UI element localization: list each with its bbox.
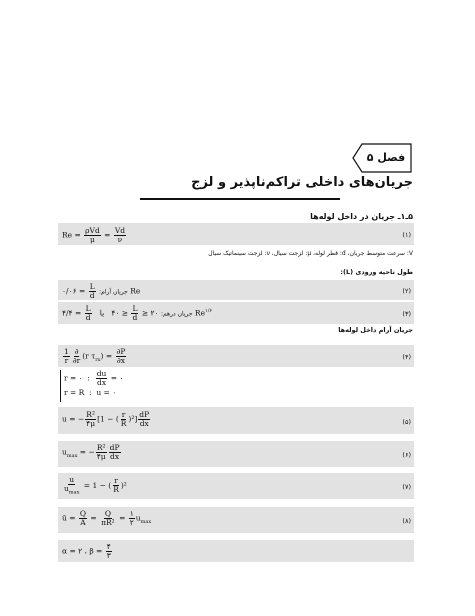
equation-number-8: (۸) xyxy=(402,517,411,525)
equation-9: α = ۲ ، β = $\frac{۴}{۳}$ xyxy=(62,542,111,560)
variable-note: V: سرعت متوسط جریان، d: قطر لوله، μ: لزجت سیال، ν: لزجت سینماتیک سیال xyxy=(208,250,413,257)
equation-6: $u_{max}$ = − $\frac{\text{R²}}{۴\mu}$ $\frac{dP}{dx}$ xyxy=(62,443,120,461)
equation-8: ū = $\frac{Q}{A}$ = $\frac{Q}{\text{πR²}}$ = $\frac{۱}{۲}$ $u_{max}$ xyxy=(62,509,152,527)
equation-1: Re = $\frac{\text{ρVd}}{\mu}$ = $\frac{Vd}{\nu}$ xyxy=(62,226,126,244)
chapter-label: فصل ۵ xyxy=(366,151,406,164)
equation-5: u = − $\frac{\text{R²}}{۴\mu}$ [1 − ( $\frac{r}{R}$ )²] $\frac{dP}{dx}$ xyxy=(62,410,150,428)
equation-3: جریان درهم: ۲۰ ≤ $\frac{L}{d}$ ≤ ۴۰ یا $\frac{L}{d}$ = ۴/۴ $Re^{۱/۶}$ xyxy=(62,304,213,322)
equation-number-4: (۴) xyxy=(402,353,411,361)
entrance-length-title: طول ناحیه ورودی (L): xyxy=(340,268,413,276)
equation-number-3: (۳) xyxy=(402,310,411,318)
equation-number-2: (۲) xyxy=(402,287,411,295)
equation-number-1: (۱) xyxy=(402,231,411,239)
chapter-tab xyxy=(352,143,412,173)
chapter-title-rule xyxy=(140,198,340,200)
equation-7: $\frac{u}{u_{max}}$ = 1 − ( $\frac{r}{R}$ )² xyxy=(64,475,127,496)
chapter-title: جریان‌های داخلی تراکم‌ناپذیر و لزج xyxy=(191,175,413,190)
equation-2: جریان آرام: $\frac{L}{d}$ = ۰/۰۶ Re xyxy=(62,282,141,300)
equation-4: $\frac{1}{r}$ $\frac{\partial}{\partial r}$ (r $\tau_{rx}$) = $\frac{\partial P}{\partial x}$ xyxy=(64,347,126,365)
equation-number-7: (۷) xyxy=(402,483,411,491)
section-title: ۵ـ۱ـ جریان در داخل لوله‌ها xyxy=(310,212,413,221)
equation-number-5: (۵) xyxy=(402,418,411,426)
laminar-flow-title: جریان آرام داخل لوله‌ها xyxy=(338,326,413,334)
equation-number-6: (۶) xyxy=(402,451,411,459)
boundary-conditions: r = ۰ : $\frac{du}{dx}$ = ۰ r = R : u = ۰ xyxy=(60,370,123,402)
